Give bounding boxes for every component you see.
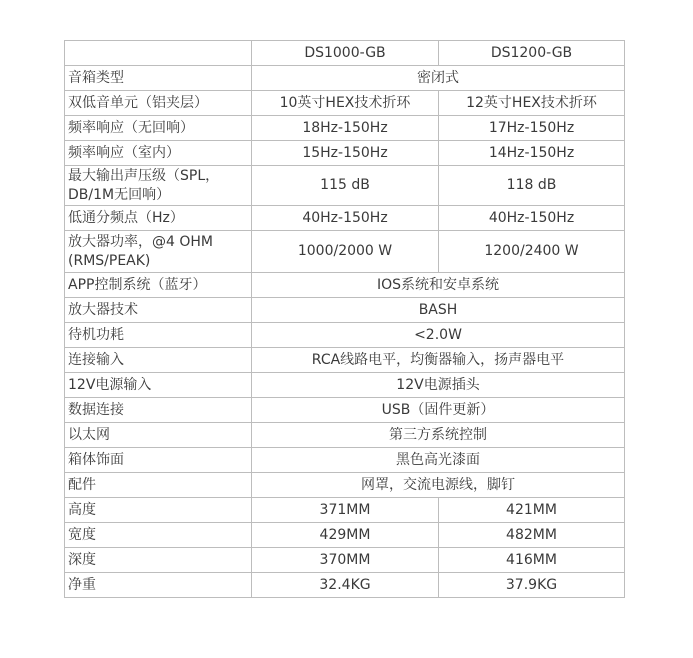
table-row xyxy=(65,498,625,523)
spec-table xyxy=(64,40,625,598)
table-row xyxy=(65,141,625,166)
table-row xyxy=(65,348,625,373)
table-row xyxy=(65,398,625,423)
table-row xyxy=(65,66,625,91)
row-label: APP控制系统（蓝牙） xyxy=(65,273,252,298)
row-label: 以太网 xyxy=(65,423,252,448)
row-shared-value: BASH xyxy=(252,298,625,323)
row-label: 最大输出声压级（SPL，DB/1M无回响） xyxy=(65,166,252,206)
table-row xyxy=(65,423,625,448)
row-label: 宽度 xyxy=(65,523,252,548)
table-row xyxy=(65,548,625,573)
row-label: 音箱类型 xyxy=(65,66,252,91)
row-value-ds1200: 40Hz-150Hz xyxy=(439,206,625,231)
row-value-ds1200: 416MM xyxy=(439,548,625,573)
header-model-ds1000: DS1000-GB xyxy=(252,41,439,66)
row-value-ds1200: 118 dB xyxy=(439,166,625,206)
table-row xyxy=(65,473,625,498)
row-value-ds1000: 40Hz-150Hz xyxy=(252,206,439,231)
row-label: 频率响应（无回响） xyxy=(65,116,252,141)
row-label: 配件 xyxy=(65,473,252,498)
table-row xyxy=(65,231,625,273)
row-value-ds1200: 37.9KG xyxy=(439,573,625,598)
row-value-ds1000: 1000/2000 W xyxy=(252,231,439,273)
row-value-ds1000: 370MM xyxy=(252,548,439,573)
row-label: 双低音单元（铝夹层） xyxy=(65,91,252,116)
row-shared-value: 12V电源插头 xyxy=(252,373,625,398)
row-value-ds1000: 18Hz-150Hz xyxy=(252,116,439,141)
row-value-ds1200: 1200/2400 W xyxy=(439,231,625,273)
row-shared-value: 第三方系统控制 xyxy=(252,423,625,448)
row-label: 深度 xyxy=(65,548,252,573)
table-row xyxy=(65,573,625,598)
row-value-ds1200: 12英寸HEX技术折环 xyxy=(439,91,625,116)
header-blank-cell xyxy=(65,41,252,66)
row-value-ds1000: 115 dB xyxy=(252,166,439,206)
table-row xyxy=(65,116,625,141)
row-value-ds1000: 15Hz-150Hz xyxy=(252,141,439,166)
header-model-ds1200: DS1200-GB xyxy=(439,41,625,66)
row-shared-value: 密闭式 xyxy=(252,66,625,91)
row-label: 净重 xyxy=(65,573,252,598)
row-shared-value: RCA线路电平，均衡器输入，扬声器电平 xyxy=(252,348,625,373)
table-header-row xyxy=(65,41,625,66)
row-shared-value: 网罩，交流电源线，脚钉 xyxy=(252,473,625,498)
row-value-ds1000: 10英寸HEX技术折环 xyxy=(252,91,439,116)
row-shared-value: IOS系统和安卓系统 xyxy=(252,273,625,298)
table-row xyxy=(65,273,625,298)
row-label: 放大器功率，@4 OHM (RMS/PEAK) xyxy=(65,231,252,273)
table-row xyxy=(65,91,625,116)
row-value-ds1000: 429MM xyxy=(252,523,439,548)
row-value-ds1000: 371MM xyxy=(252,498,439,523)
table-row xyxy=(65,448,625,473)
row-shared-value: USB（固件更新） xyxy=(252,398,625,423)
row-shared-value: <2.0W xyxy=(252,323,625,348)
row-label: 高度 xyxy=(65,498,252,523)
row-value-ds1000: 32.4KG xyxy=(252,573,439,598)
table-row xyxy=(65,206,625,231)
row-value-ds1200: 482MM xyxy=(439,523,625,548)
row-label: 低通分频点（Hz） xyxy=(65,206,252,231)
row-label: 箱体饰面 xyxy=(65,448,252,473)
row-value-ds1200: 14Hz-150Hz xyxy=(439,141,625,166)
row-label: 待机功耗 xyxy=(65,323,252,348)
table-row xyxy=(65,166,625,206)
row-label: 放大器技术 xyxy=(65,298,252,323)
table-row xyxy=(65,523,625,548)
row-label: 数据连接 xyxy=(65,398,252,423)
row-value-ds1200: 17Hz-150Hz xyxy=(439,116,625,141)
table-row xyxy=(65,373,625,398)
row-label: 连接输入 xyxy=(65,348,252,373)
row-label: 12V电源输入 xyxy=(65,373,252,398)
row-shared-value: 黑色高光漆面 xyxy=(252,448,625,473)
table-row xyxy=(65,298,625,323)
row-label: 频率响应（室内） xyxy=(65,141,252,166)
table-row xyxy=(65,323,625,348)
row-value-ds1200: 421MM xyxy=(439,498,625,523)
